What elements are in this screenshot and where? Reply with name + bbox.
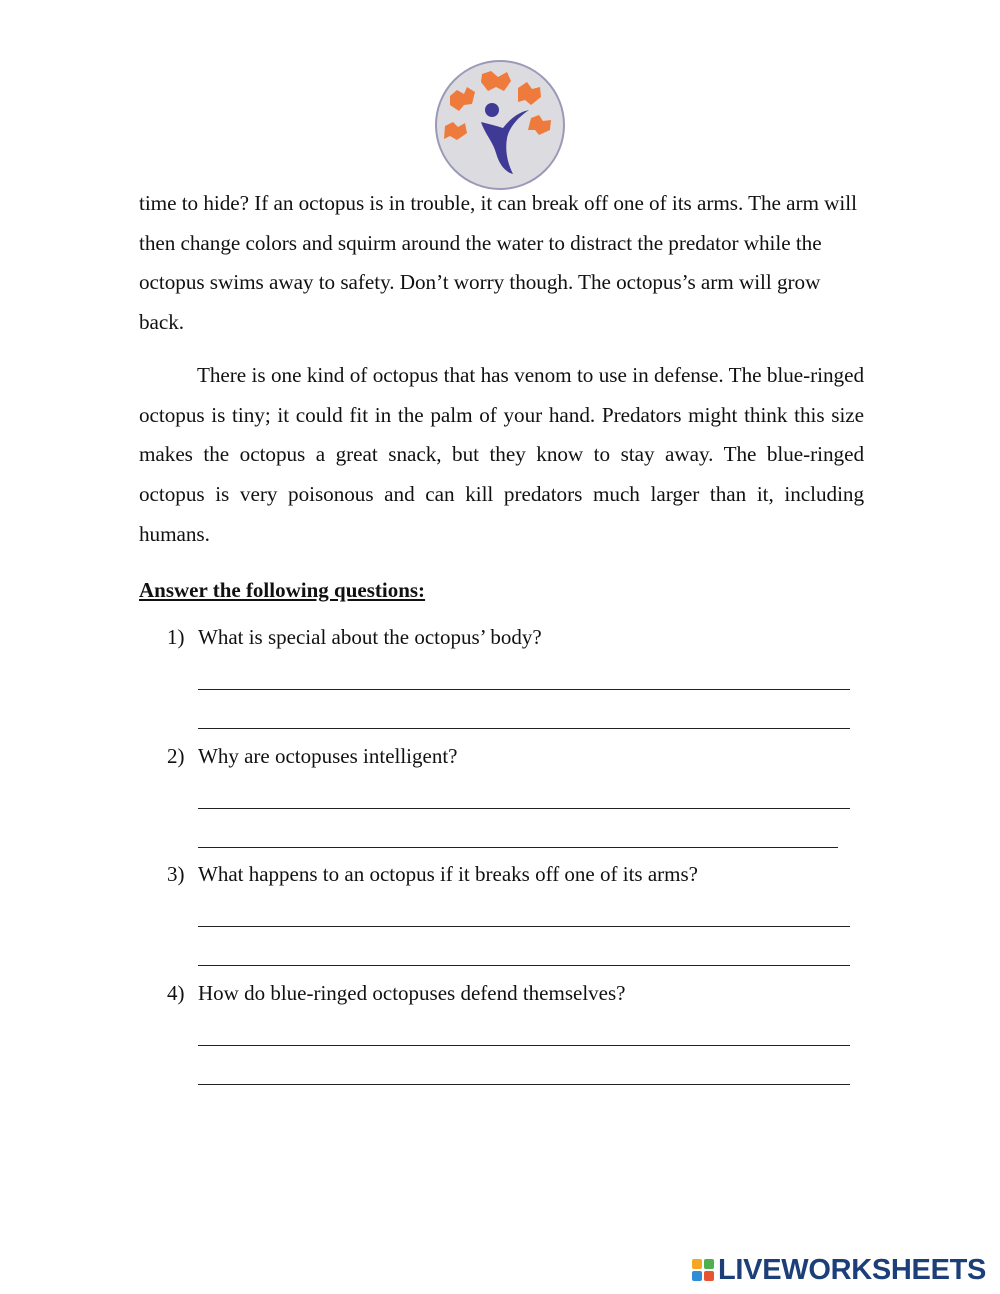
question-text: What happens to an octopus if it breaks off one of its arms? xyxy=(198,862,698,886)
answer-line[interactable] xyxy=(198,689,850,690)
brand-blocks-icon xyxy=(692,1259,714,1281)
passage-paragraph-1: time to hide? If an octopus is in trouble, it can break off one of its arms. The arm will then change colors and squirm around the water to distract the predator while the octopus swims away to safety. Don’t worry though. The octopus’s arm will grow back. xyxy=(139,191,857,335)
question-item xyxy=(167,978,867,1097)
answer-line[interactable] xyxy=(198,926,850,927)
passage xyxy=(139,184,864,604)
logo-emblem xyxy=(433,58,567,192)
question-text: How do blue-ringed octopuses defend themselves? xyxy=(198,980,626,1005)
brand-wordmark: LIVEWORKSHEETS xyxy=(718,1254,987,1286)
question-text: Why are octopuses intelligent? xyxy=(198,743,458,768)
passage-paragraph-2: There is one kind of octopus that has venom to use in defense. The blue-ringed octopus is tiny; it could fit in the palm of your hand. Predators might think this size makes the octopus a great snack, but they know to stay away. The blue-ringed octopus is very poisonous and can kill predators much larger than it, including humans. xyxy=(139,362,864,546)
question-item xyxy=(167,741,867,860)
answer-line[interactable] xyxy=(198,1045,850,1046)
question-number: 3) xyxy=(167,862,185,886)
question-number: 2) xyxy=(167,743,185,768)
answer-line[interactable] xyxy=(198,1084,850,1085)
liveworksheets-brand[interactable] xyxy=(692,1256,986,1284)
question-number: 4) xyxy=(167,980,185,1005)
question-item xyxy=(167,859,867,978)
brand-block xyxy=(704,1259,714,1269)
question-number: 1) xyxy=(167,625,185,649)
answer-line[interactable] xyxy=(198,847,838,848)
answer-line[interactable] xyxy=(198,728,850,729)
question-item xyxy=(167,622,867,741)
brand-block xyxy=(692,1271,702,1281)
answer-line[interactable] xyxy=(198,965,850,966)
answer-line[interactable] xyxy=(198,808,850,809)
question-list xyxy=(167,622,867,1096)
question-text: What is special about the octopus’ body? xyxy=(198,625,542,649)
questions-heading: Answer the following questions: xyxy=(139,578,426,603)
brand-block xyxy=(692,1259,702,1269)
brand-block xyxy=(704,1271,714,1281)
